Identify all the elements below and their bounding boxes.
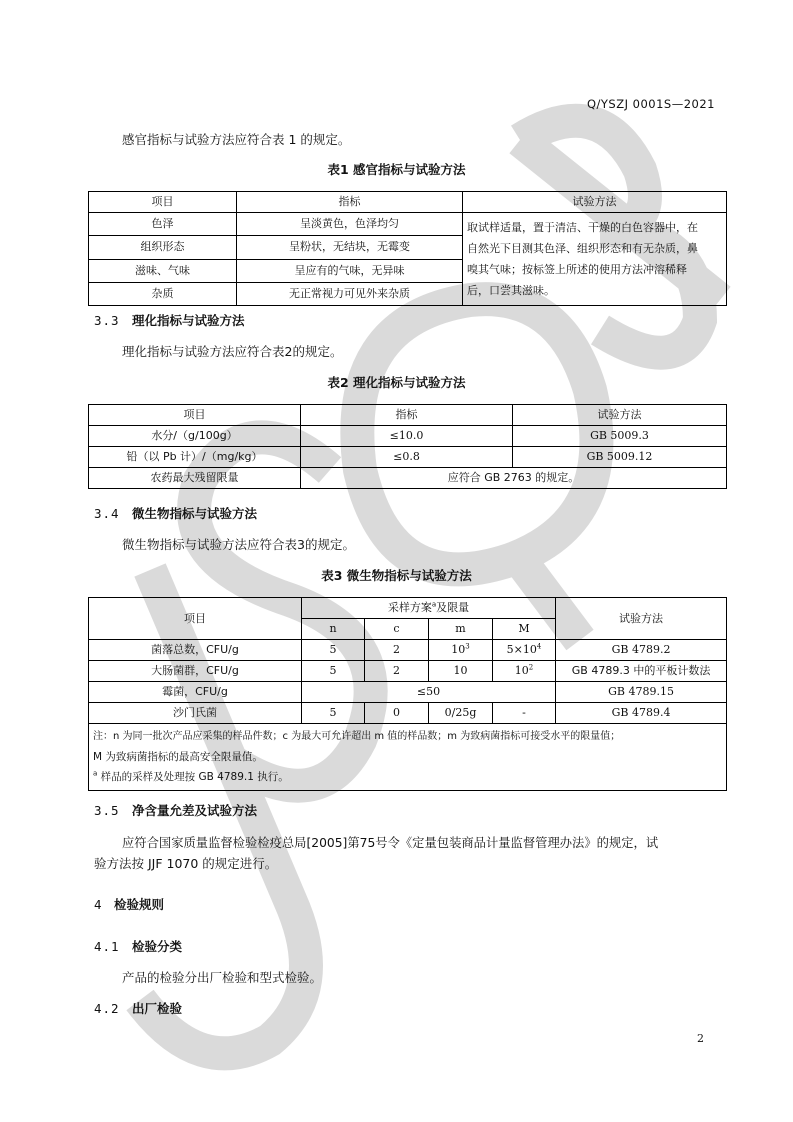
intro-text: 感官指标与试验方法应符合表 1 的规定。: [122, 132, 351, 147]
table1-cell: 组织形态: [89, 236, 237, 259]
table2-cell: GB 5009.12: [513, 447, 727, 468]
table3-cell: 2: [365, 640, 429, 661]
table3-cell: 2: [365, 661, 429, 682]
section-title: 理化指标与试验方法: [132, 313, 245, 328]
table3-caption: 表3 微生物指标与试验方法: [321, 568, 472, 583]
table3-cell: 5: [302, 703, 365, 724]
table3-note-2: M 为致病菌指标的最高安全限量值。: [93, 751, 263, 763]
section-number: 4: [94, 897, 103, 912]
table3-cell: 0: [365, 703, 429, 724]
section-4-1-heading: [94, 939, 182, 955]
value-base: 5×10: [506, 643, 537, 656]
value-base: 10: [514, 664, 529, 677]
table1-method-line: 后，口尝其滋味。: [467, 284, 555, 297]
section-4-2-heading: [94, 1001, 182, 1017]
value-exponent: 2: [528, 663, 534, 672]
table2-cell: ≤0.8: [301, 447, 513, 468]
table3-cell: 5: [302, 640, 365, 661]
table1-method-line: 取试样适量，置于清洁、干燥的白色容器中，在: [467, 221, 698, 234]
table3-notes: [89, 724, 727, 791]
table3-cell: 霉菌，CFU/g: [89, 682, 302, 703]
table2-cell: GB 5009.3: [513, 426, 727, 447]
value-base: 10: [453, 664, 468, 677]
table1-caption: 表1 感官指标与试验方法: [327, 162, 466, 177]
table3-header-plan: [302, 598, 556, 619]
table1-cell: 呈粉状，无结块，无霉变: [237, 236, 463, 259]
table2-caption: 表2 理化指标与试验方法: [327, 375, 466, 390]
table2-header-method: 试验方法: [513, 405, 727, 426]
note-footnote-mark: a: [93, 769, 98, 778]
table1-method-line: 嗅其气味；按标签上所述的使用方法冲溶稀释: [467, 263, 687, 276]
table1: [88, 191, 727, 306]
table3-subheader-n: n: [302, 619, 365, 640]
table3-cell: GB 4789.4: [556, 703, 727, 724]
plan-footnote-mark: a: [431, 600, 437, 609]
table1-cell: 色泽: [89, 213, 237, 236]
section-3-4-heading: [94, 506, 257, 522]
value-exponent: 4: [536, 642, 542, 651]
section-3-4-body: 微生物指标与试验方法应符合表3的规定。: [122, 537, 355, 552]
section-number: 4.2: [94, 1001, 120, 1016]
table1-method-cell: [463, 213, 727, 306]
note-text: 样品的采样及处理按 GB 4789.1 执行。: [100, 771, 289, 783]
plan-label-tail: 及限量: [436, 601, 470, 614]
table3-cell: -: [493, 703, 556, 724]
table2-header-item: 项目: [89, 405, 301, 426]
table3-cell: 大肠菌群，CFU/g: [89, 661, 302, 682]
table3-cell: [429, 661, 493, 682]
section-3-5-line-2: 验方法按 JJF 1070 的规定进行。: [94, 856, 278, 871]
table2-cell: 铅（以 Pb 计）/（mg/kg）: [89, 447, 301, 468]
section-title: 净含量允差及试验方法: [132, 803, 258, 818]
table1-header-item: 项目: [89, 192, 237, 213]
table2-header-spec: 指标: [301, 405, 513, 426]
section-4-1-body: 产品的检验分出厂检验和型式检验。: [122, 970, 323, 985]
table1-header-method: 试验方法: [463, 192, 727, 213]
table3-merged-cell: ≤50: [302, 682, 556, 703]
table3-note-3: [93, 767, 722, 787]
section-3-5-line-1: 应符合国家质量监督检验检疫总局[2005]第75号令《定量包装商品计量监督管理办法》的规定，试: [122, 836, 659, 850]
section-3-3-heading: [94, 313, 245, 329]
section-4-heading: [94, 897, 164, 913]
table1-method-line: 自然光下目测其色泽、组织形态和有无杂质，鼻: [467, 242, 698, 255]
value-base: 10: [451, 643, 466, 656]
section-number: 3.3: [94, 313, 120, 328]
table2: [88, 404, 727, 489]
section-number: 3.4: [94, 506, 120, 521]
table1-cell: 无正常视力可见外来杂质: [237, 282, 463, 305]
table3-subheader-m: m: [429, 619, 493, 640]
table3-cell: [429, 640, 493, 661]
table3-cell: [493, 640, 556, 661]
table1-header-spec: 指标: [237, 192, 463, 213]
section-3-5-heading: [94, 803, 257, 819]
section-3-3-body: 理化指标与试验方法应符合表2的规定。: [122, 344, 343, 359]
table3-cell: GB 4789.2: [556, 640, 727, 661]
table3-note-1: 注：n 为同一批次产品应采集的样品件数；c 为最大可允许超出 m 值的样品数；m 为致病菌指标可接受水平的限量值；: [93, 731, 621, 742]
table3-cell: 沙门氏菌: [89, 703, 302, 724]
table3-header-method: 试验方法: [556, 598, 727, 640]
table2-cell: 水分/（g/100g）: [89, 426, 301, 447]
table3-subheader-M: M: [493, 619, 556, 640]
section-title: 微生物指标与试验方法: [132, 506, 258, 521]
table3-cell: 菌落总数，CFU/g: [89, 640, 302, 661]
table1-cell: 呈应有的气味，无异味: [237, 259, 463, 282]
table2-merged-cell: 应符合 GB 2763 的规定。: [301, 468, 727, 489]
page-number: 2: [697, 1032, 704, 1045]
table3-cell: 0/25g: [429, 703, 493, 724]
section-number: 4.1: [94, 939, 120, 954]
table3-subheader-c: c: [365, 619, 429, 640]
table3-cell: GB 4789.3 中的平板计数法: [556, 661, 727, 682]
table1-cell: 杂质: [89, 282, 237, 305]
section-title: 出厂检验: [132, 1001, 183, 1016]
table3-cell: 5: [302, 661, 365, 682]
table1-cell: 呈淡黄色，色泽均匀: [237, 213, 463, 236]
doc-code-header: Q/YSZJ 0001S—2021: [586, 97, 715, 111]
table3-header-item: 项目: [89, 598, 302, 640]
section-title: 检验分类: [132, 939, 183, 954]
plan-label: 采样方案: [387, 601, 432, 614]
table2-cell: 农药最大残留限量: [89, 468, 301, 489]
table3-cell: GB 4789.15: [556, 682, 727, 703]
section-title: 检验规则: [114, 897, 165, 912]
section-number: 3.5: [94, 803, 120, 818]
table2-cell: ≤10.0: [301, 426, 513, 447]
value-exponent: 3: [465, 642, 470, 651]
table3: [88, 597, 727, 791]
table1-cell: 滋味、气味: [89, 259, 237, 282]
table3-cell: [493, 661, 556, 682]
